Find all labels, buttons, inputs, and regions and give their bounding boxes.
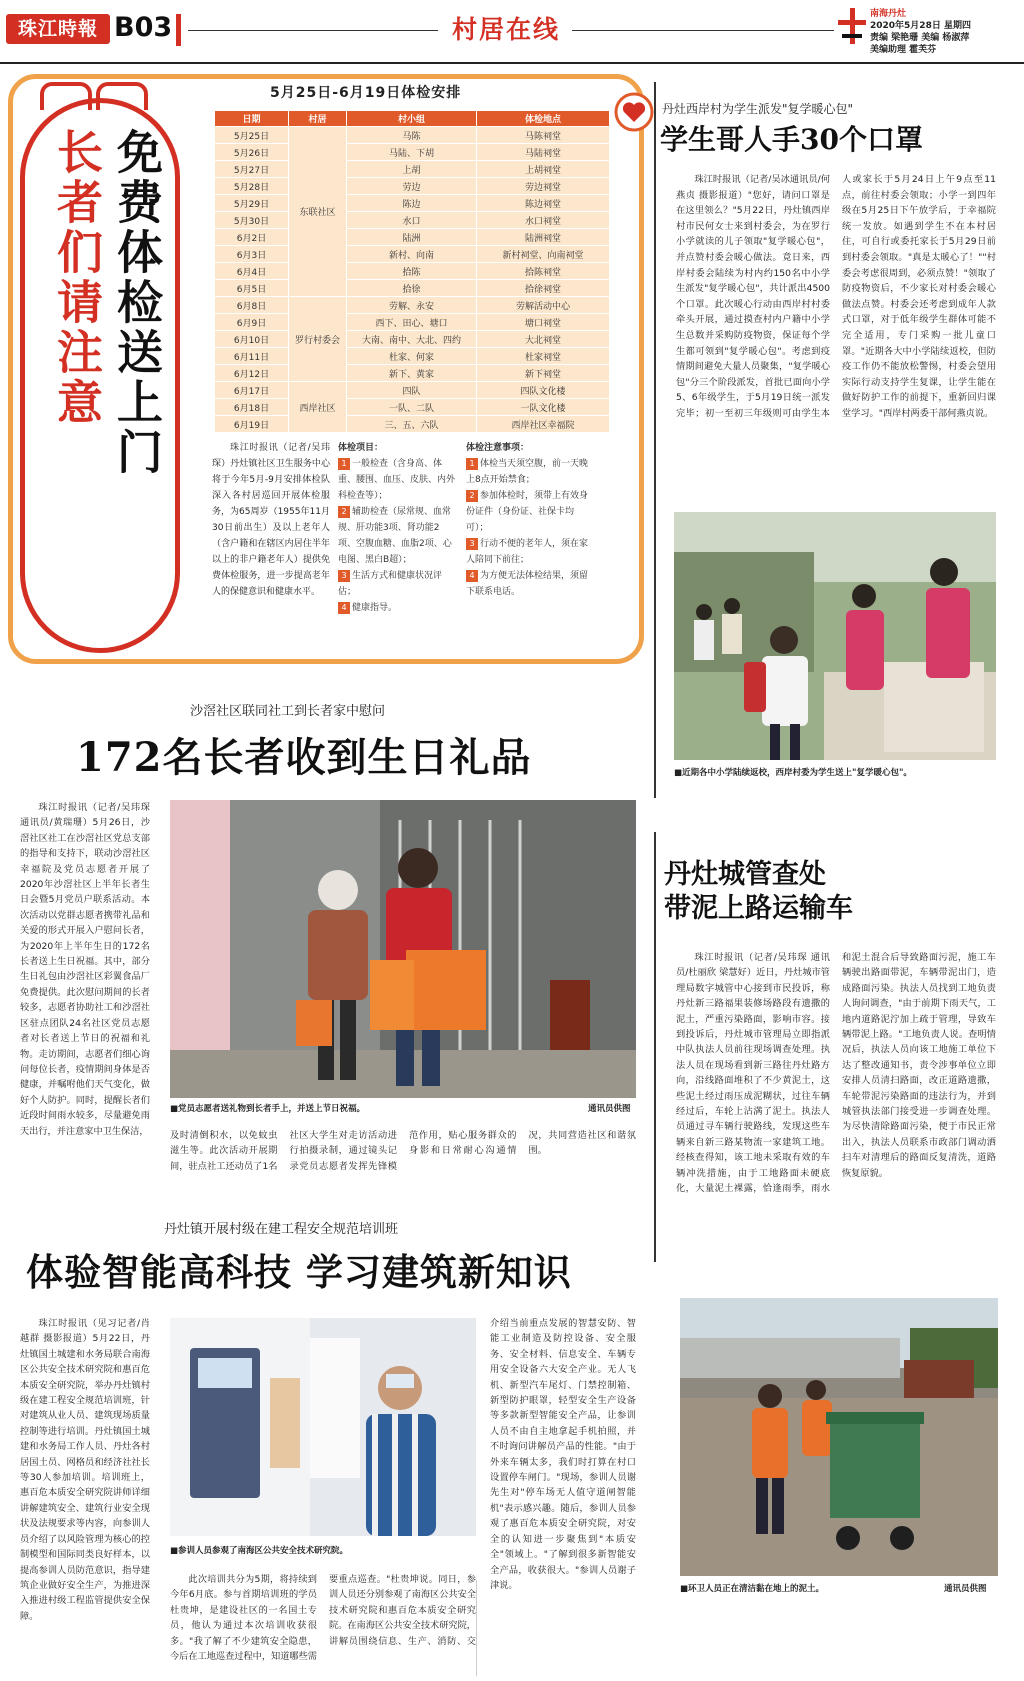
cell-date: 6月9日	[215, 314, 289, 331]
birthday-body: 珠江时报讯（记者/吴玮琛 通讯员/黄瑞珊）5月26日，沙滘社区社工在沙滘社区党总支部的指导和支持下，联动沙滘社区幸福院及党员志愿者开展了2020年沙滘社区上半年长者生日会暨5月党员户联系活动。本次活动以党群志愿者携带礼品和关爱的形式开展入户慰问长者，为2020年上半年生日的172名长者送上生日祝福。其中，部分生日礼包由沙滘社区彩翼食品厂免费提供。此次慰问期间的长者较多，志愿者协助社工和沙滘社区驻点团队24名社区党员志愿者对长者送上节日的祝福和礼物。走访期间，志愿者们细心询问每位长者，疫情期间身体是否健康，并嘱咐他们天气变化，做好个人防护。同时，提醒长者们近段时间雨水较多，尽量避免雨天出行，并注意家中卫生保洁，	[20, 802, 150, 1137]
list-number: 1	[466, 458, 478, 470]
list-item	[466, 568, 590, 600]
cell-group: 劳边	[347, 178, 477, 195]
safety-body-right: 介绍当前重点发展的智慧安防、智能工业制造及防控设备、安全服务、安全材料、信息安全、车辆专用安全设备六大安全产业。无人飞机、新型汽车尾灯、门禁控制箱、新型防护眼罩，轻型安全生产设备等多款新型智能安全产品，让参训人员不由自主地拿起手机拍照，并不时询问讲解员产品的性能。"由于外来车辆太多，我们时打算在村口设置停车闸门。"现场，参训人员谢先生对"停车场无人值守道闸智能机"表示感兴趣。随后，参训人员参观了惠百危本质安全研究院，对安全的认知进一步聚焦到"本质安全"领域上。"了解到很多新智能安全产品，收获很大。"参训人员谢子津说。	[490, 1318, 636, 1591]
safety-headline: 体验智能高科技 学习建筑新知识	[26, 1250, 572, 1294]
cell-group: 水口	[347, 212, 477, 229]
cell-group: 拾徐	[347, 280, 477, 297]
table-row	[215, 127, 610, 144]
cell-group: 三、五、六队	[347, 416, 477, 433]
cell-place: 一队文化楼	[477, 399, 610, 416]
safety-body: 珠江时报讯（见习记者/肖越群 摄影报道）5月22日，丹灶镇国土城建和水务局联合南海区公共安全技术研究院和惠百危本质安全研究院，举办丹灶镇村级在建工程安全规范培训班，针对建筑从业人员、建筑现场质量控制等进行培训。丹灶镇国土城建和水务局工作人员、丹灶各村居国土员、网格员和经济社社长等30人参加培训。培训班上，惠百危本质安全研究院讲师详细讲解建筑安全、建筑行业安全现状及法规要求等内容，向参训人员介绍了以风险管理为核心的控制模型和国际同类良好样本，以提高参训人员防范意识，指导建筑企业做好安全生产，为推进深入推进村级工程监管提供安全保障。	[20, 1318, 150, 1622]
table-row	[215, 263, 610, 280]
supplement-name: 南海丹灶	[870, 9, 907, 19]
table-row	[215, 382, 610, 399]
cell-place: 大北祠堂	[477, 331, 610, 348]
list-item	[338, 504, 456, 568]
cell-date: 6月3日	[215, 246, 289, 263]
safety-kicker: 丹灶镇开展村级在建工程安全规范培训班	[164, 1222, 399, 1237]
list-item	[338, 568, 456, 600]
cell-date: 5月28日	[215, 178, 289, 195]
cell-date: 6月18日	[215, 399, 289, 416]
cell-place: 劳边祠堂	[477, 178, 610, 195]
table-row	[215, 246, 610, 263]
cell-date: 5月26日	[215, 144, 289, 161]
cell-date: 6月2日	[215, 229, 289, 246]
table-row	[215, 212, 610, 229]
birthday-body-bottom: 及时清倒积水，以免蚊虫滋生等。此次活动开展期间，驻点社工还动员了1名社区大学生对走访活动进行拍摄录制，通过镜头记录党员志愿者发挥先锋模范作用，贴心服务群众的身影和日常耐心沟通情况，共同营造社区和谐氛围。	[170, 1130, 636, 1172]
cell-place: 马陆祠堂	[477, 144, 610, 161]
list-number: 2	[466, 490, 478, 502]
header-red-bar	[176, 14, 181, 46]
mask-headline: 学生哥人手30个口罩	[660, 123, 923, 156]
birthday-photo	[170, 800, 636, 1098]
exam-notes: 体检注意事项： 1 体检当天须空腹，前一天晚上8点开始禁食； 2 参加体检时，须带上有效身份证件（身份证、社保卡均可）； 3 行动不便的老年人，须在家人陪同下前往； 4 为方便无法体检结果，须留下联系电话。	[466, 440, 590, 600]
list-item	[466, 488, 590, 536]
safety-body-bottom-a: 此次培训共分为5期，将持续到今年6月底。参与首期培训班的学员杜贵坤，是建设社区的一名国土专员，他认为通过本次培训收获很多。"我了解了不少建筑安全隐患，今后在工地巡查过程中，知道哪些需要重点巡查。"杜贵坤说。同日，参训人员还分别参观了南海区公共安全技术研究院和惠百危本质安全研究院。在南海区公共安全技术研究院，讲解员围绕信息、生产、消防、交	[170, 1574, 476, 1663]
header-info	[870, 8, 971, 56]
cell-group: 陆洲	[347, 229, 477, 246]
mask-photo-caption: ■近期各中小学陆续返校，西岸村委为学生送上"复学暖心包"。	[674, 768, 912, 778]
assistant-credit: 美编助理 霍芙芬	[870, 45, 937, 55]
list-number: 4	[466, 570, 478, 582]
list-number: 2	[338, 506, 350, 518]
list-item	[338, 600, 456, 616]
cell-place: 马陈祠堂	[477, 127, 610, 144]
list-item	[338, 456, 456, 504]
header-rule-left	[188, 30, 438, 31]
column-header: 村小组	[347, 111, 477, 127]
list-text: 体检当天须空腹，前一天晚上8点开始禁食；	[466, 459, 589, 485]
column-header: 体检地点	[477, 111, 610, 127]
cell-group: 拾陈	[347, 263, 477, 280]
exam-items: 体检项目： 1 一般检查（含身高、体重、腰围、血压、皮肤、内外科检查等）； 2 辅助检查（尿常规、血常规、肝功能3项、肾功能2项、空腹血糖、血脂2项、心电图、黑白B超）； 3 生活方式和健康状况评估； 4 健康指导。	[338, 440, 456, 616]
cell-group: 四队	[347, 382, 477, 399]
cell-date: 5月25日	[215, 127, 289, 144]
cell-group: 马陆、下胡	[347, 144, 477, 161]
cell-place: 陈边祠堂	[477, 195, 610, 212]
cell-date: 6月10日	[215, 331, 289, 348]
editor-credit: 责编 梁艳珊 美编 杨淑萍	[870, 33, 970, 43]
cell-group: 马陈	[347, 127, 477, 144]
transport-headline: 丹灶城管查处 带泥上路运输车	[664, 859, 853, 924]
column-header: 村居	[289, 111, 347, 127]
cell-village: 西岸社区	[289, 382, 347, 433]
transport-photo-credit: 通讯员供图	[944, 1584, 987, 1594]
table-row	[215, 144, 610, 161]
table-row	[215, 178, 610, 195]
cell-village: 东联社区	[289, 127, 347, 297]
cell-place: 拾陈祠堂	[477, 263, 610, 280]
exam-title-free-checkup: 免费体检送上门	[110, 128, 164, 478]
cell-place: 上胡祠堂	[477, 161, 610, 178]
table-row	[215, 399, 610, 416]
mask-body: 珠江时报讯（记者/吴冰通讯员/何燕贞 摄影报道）"您好，请问口罩是在这里领么？"5月22日，丹灶镇西岸村市民何女士来到村委会，为在罗行小学就读的儿子领取"复学暖心包"，并点赞村委会暖心做法。竟日来，西岸村委会陆续为村内约150名中小学生派发"复学暖心包"，共计派出4500个口罩。此次暖心行动由西岸村村委牵头开展，通过摸查村内户籍中小学生总数并采购防疫物资，保证每个学生都可领到"复学暖心包"。考虑到疫情期间避免大量人员聚集，"复学暖心包"分三个阶段派发，首批已面向小学5、6年级学生，于5月19日统一派发完毕；初一至初三年级则可由学生本人或家长于5月24日上午9点至11点，前往村委会领取；小学一到四年级在5月25日下午放学后，于幸福院统一发放。如遇到学生不在本村居住，可自行或委托家长于5月29日前到村委会领取。"真是太暖心了！""村委会考虑很周到，必须点赞！"领取了防疫物资后，不少家长对村委会暖心做法点赞。村委会还考虑到成年人款式口罩，对于低年级学生群体可能不完全适用，专门采购一批儿童口罩。"近期各大中小学陆续返校，但防疫工作仍不能放松警惕，村委会望用实际行动支持学生复课，让学生能在做好防护工作的前提下，重新回归课堂学习。"西岸村两委干部何燕贞说。	[676, 174, 996, 419]
cell-place: 新下祠堂	[477, 365, 610, 382]
cell-date: 6月19日	[215, 416, 289, 433]
cell-date: 5月27日	[215, 161, 289, 178]
exam-intro: 珠江时报讯（记者/吴玮琛）丹灶镇社区卫生服务中心将于今年5月-9月安排体检队深入各村居巡回开展体检服务，为65周岁（1955年11月30日前出生）及以上老年人（含户籍和在辖区内居住半年以上的非户籍老年人）提供免费体检服务，进一步提高老年人的保健意识和健康水平。	[212, 443, 330, 597]
exam-title-elders: 长者们请注意	[50, 128, 104, 428]
issue-date: 2020年5月28日 星期四	[870, 21, 971, 31]
table-row	[215, 297, 610, 314]
cell-group: 新下、黄家	[347, 365, 477, 382]
transport-photo	[680, 1298, 998, 1576]
header-rule-right	[572, 30, 834, 31]
cell-place: 劳解活动中心	[477, 297, 610, 314]
list-item	[466, 536, 590, 568]
list-text: 参加体检时，须带上有效身份证件（身份证、社保卡均可）；	[466, 491, 589, 533]
transport-body: 珠江时报讯（记者/吴玮琛 通讯员/杜丽欣 梁慧好）近日，丹灶城市管理局数字城管中心接到市民投诉，称丹灶新三路福果装修场路段有遗撒的泥土，严重污染路面，影响市容。接到投诉后，丹灶城市管理局立即指派中队执法人员前往现场调查处理。执法人员在现场看到新三路往丹灶路方向，沿线路面堆积了不少黄泥土，这些泥土经过雨压成泥糊状，过往车辆经过后，车轮上沾满了泥土。执法人员通过寻车辆行驶路线，发现这些车辆来自新三路某物流一家建筑工地。经核查得知，该工地未采取有效的车辆冲洗措施，由于工地路面未硬底化，大量泥土裸露，恰逢雨季，雨水和泥土混合后导致路面污泥，施工车辆驶出路面带泥，车辆带泥出门，造成路面污染。执法人员找到工地负责人询问调查，"由于前期下雨天气，工地内道路泥泞加上疏于管理，导致车辆带泥上路。"工地负责人说。查明情况后，执法人员向该工地施工单位下达了整改通知书，责令涉事单位立即安排人员清扫路面，改正道路遗撒，车轮带泥污染路面的违法行为，并到城管执法部门接受进一步调查处理。为尽快清除路面污染，便于市民正常出入，执法人员联系市政部门调动洒扫车对清理后的路面反复清洗，道路恢复原貌。	[676, 952, 996, 1195]
section-title: 村居在线	[452, 15, 561, 44]
heart-icon	[614, 92, 654, 132]
list-text: 生活方式和健康状况评估；	[338, 571, 443, 597]
table-row	[215, 348, 610, 365]
list-text: 为方便无法体检结果，须留下联系电话。	[466, 571, 589, 597]
cell-place: 水口祠堂	[477, 212, 610, 229]
cell-date: 6月11日	[215, 348, 289, 365]
mask-photo	[674, 512, 996, 760]
table-row	[215, 331, 610, 348]
birthday-photo-caption: ■党员志愿者送礼物到长者手上，并送上节日祝福。	[170, 1104, 366, 1114]
birthday-kicker: 沙滘社区联同社工到长者家中慰问	[190, 704, 386, 719]
list-text: 一般检查（含身高、体重、腰围、血压、皮肤、内外科检查等）；	[338, 459, 456, 501]
cell-date: 5月29日	[215, 195, 289, 212]
table-row	[215, 280, 610, 297]
list-number: 3	[466, 538, 478, 550]
cell-group: 陈边	[347, 195, 477, 212]
safety-photo	[170, 1318, 476, 1536]
birthday-photo-credit: 通讯员供图	[588, 1104, 631, 1114]
list-number: 4	[338, 602, 350, 614]
table-row	[215, 314, 610, 331]
cell-place: 西岸社区幸福院	[477, 416, 610, 433]
cell-village: 罗行村委会	[289, 297, 347, 382]
cell-place: 新村祠堂、向南祠堂	[477, 246, 610, 263]
table-row	[215, 161, 610, 178]
table-row	[215, 229, 610, 246]
cell-group: 一队、二队	[347, 399, 477, 416]
cell-date: 5月30日	[215, 212, 289, 229]
list-text: 健康指导。	[352, 603, 398, 613]
cell-group: 大南、南中、大北、四约	[347, 331, 477, 348]
newspaper-logo: 珠江時報	[6, 14, 110, 44]
cell-date: 6月12日	[215, 365, 289, 382]
list-text: 行动不便的老年人，须在家人陪同下前往；	[466, 539, 589, 565]
cell-place: 塘口祠堂	[477, 314, 610, 331]
header-bottom-rule	[0, 62, 1024, 64]
list-number: 1	[338, 458, 350, 470]
table-row	[215, 416, 610, 433]
column-divider-2	[654, 832, 656, 1262]
column-divider-3	[476, 1580, 477, 1676]
transport-photo-caption: ■环卫人员正在清洁黏在地上的泥土。	[680, 1584, 825, 1594]
safety-photo-caption: ■参训人员参观了南海区公共安全技术研究院。	[170, 1546, 349, 1556]
page-number: B03	[114, 12, 173, 43]
cell-place: 四队文化楼	[477, 382, 610, 399]
cell-group: 西下、田心、塘口	[347, 314, 477, 331]
cell-date: 6月8日	[215, 297, 289, 314]
exam-schedule-table	[214, 110, 610, 433]
danzao-logo-icon	[836, 6, 868, 46]
table-header-row	[215, 111, 610, 127]
schedule-title: 5月25日-6月19日体检安排	[270, 85, 462, 101]
birthday-headline: 172名长者收到生日礼品	[76, 734, 532, 781]
cell-place: 杜家祠堂	[477, 348, 610, 365]
cell-place: 陆洲祠堂	[477, 229, 610, 246]
cell-group: 新村、向南	[347, 246, 477, 263]
table-row	[215, 195, 610, 212]
column-header: 日期	[215, 111, 289, 127]
list-item	[466, 456, 590, 488]
mask-kicker: 丹灶西岸村为学生派发"复学暖心包"	[662, 102, 854, 116]
cell-group: 劳解、永安	[347, 297, 477, 314]
column-divider	[654, 82, 656, 798]
cell-date: 6月5日	[215, 280, 289, 297]
cell-place: 拾徐祠堂	[477, 280, 610, 297]
cell-group: 杜家、何家	[347, 348, 477, 365]
list-number: 3	[338, 570, 350, 582]
cell-date: 6月17日	[215, 382, 289, 399]
cell-date: 6月4日	[215, 263, 289, 280]
cell-group: 上胡	[347, 161, 477, 178]
table-row	[215, 365, 610, 382]
page-header	[0, 0, 1024, 66]
list-text: 辅助检查（尿常规、血常规、肝功能3项、肾功能2项、空腹血糖、血脂2项、心电图、黑白B超）；	[338, 507, 452, 565]
